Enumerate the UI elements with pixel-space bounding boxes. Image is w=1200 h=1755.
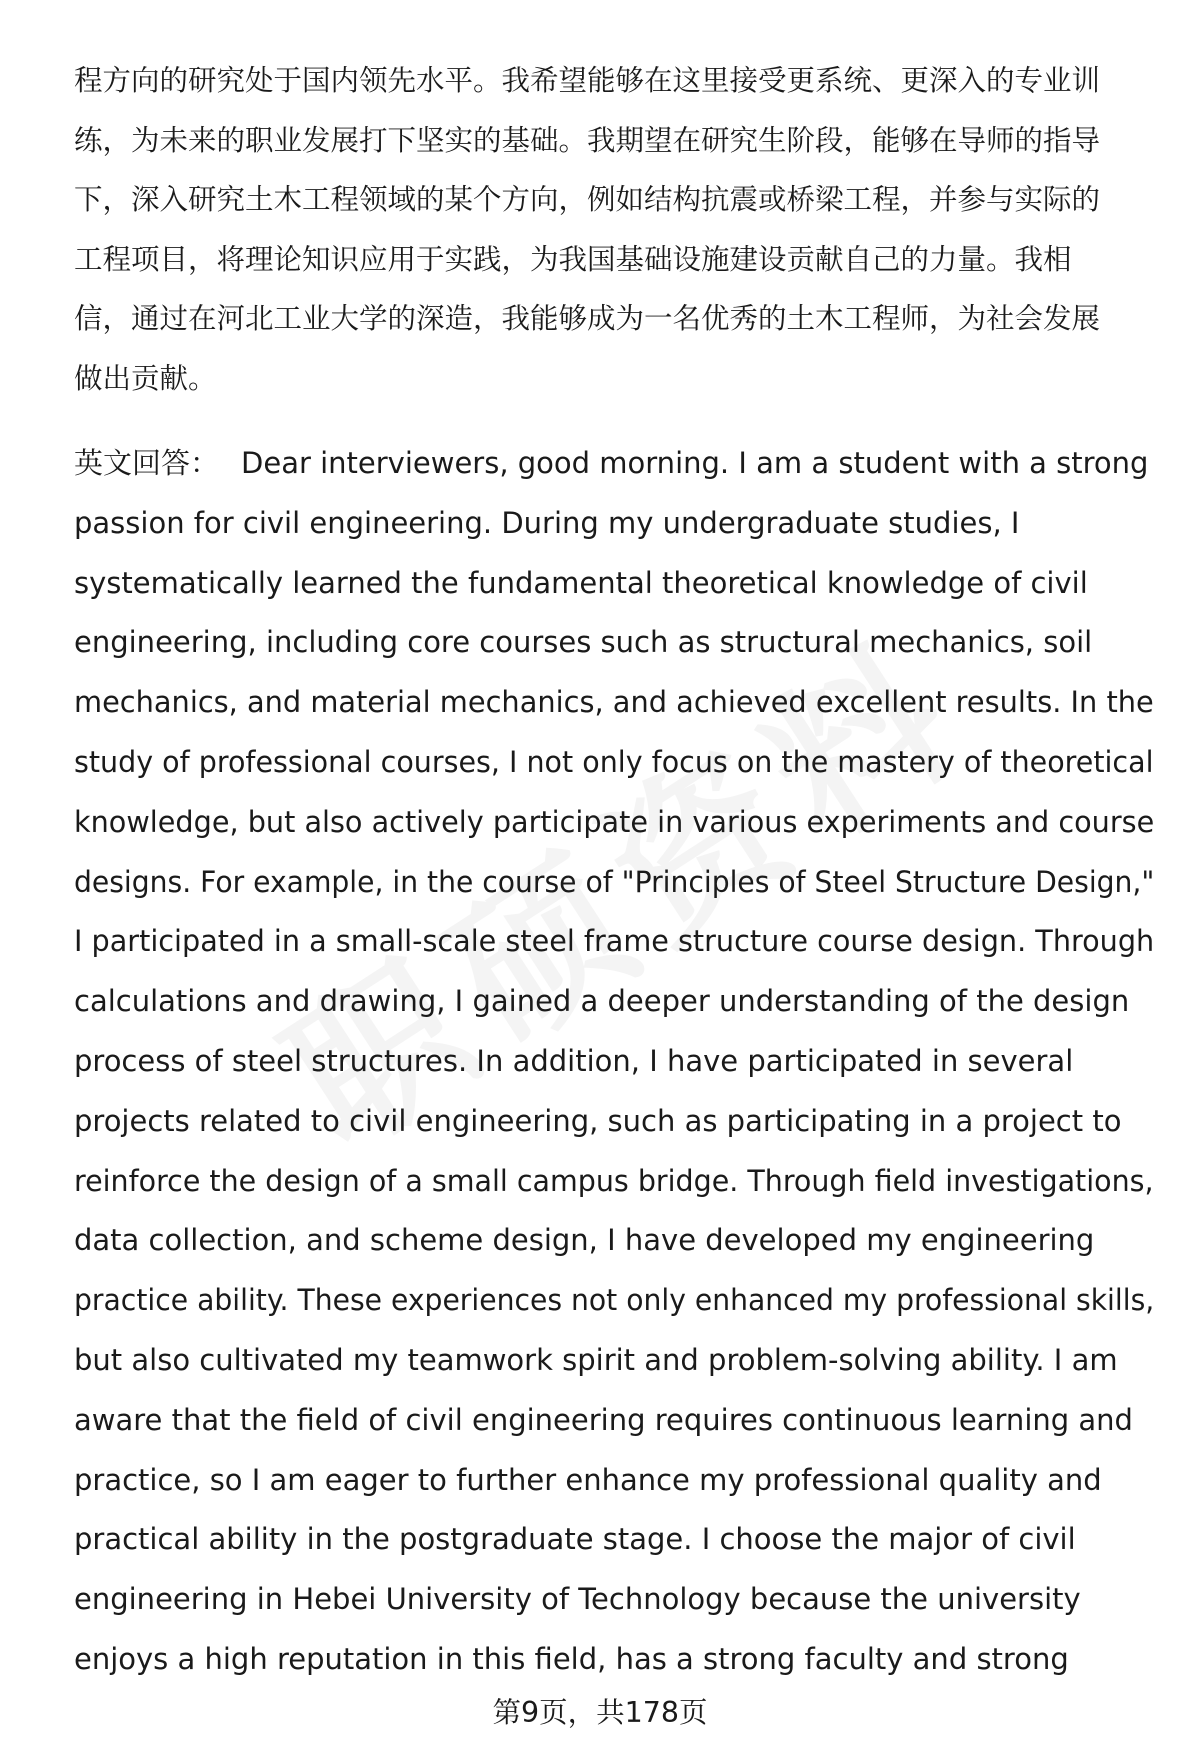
paragraph-line: study of professional courses, I not only focus on the mastery of theoretical — [74, 744, 1154, 779]
paragraph-line: engineering in Hebei University of Technology because the university — [74, 1582, 1081, 1617]
paragraph-line-text: Dear interviewers, good morning. I am a student with a strong — [241, 446, 1149, 480]
paragraph-line: enjoys a high reputation in this field, has a strong faculty and strong — [74, 1641, 1069, 1676]
page-number-footer: 第9页，共178页 — [492, 1696, 708, 1729]
paragraph-line: data collection, and scheme design, I have developed my engineering — [74, 1223, 1095, 1258]
paragraph-line: knowledge, but also actively participate in various experiments and course — [74, 804, 1155, 839]
paragraph-line: calculations and drawing, I gained a deeper understanding of the design — [74, 984, 1130, 1019]
paragraph-line: projects related to civil engineering, such as participating in a project to — [74, 1103, 1122, 1138]
paragraph-line: practical ability in the postgraduate stage. I choose the major of civil — [74, 1522, 1076, 1557]
paragraph-line: process of steel structures. In addition, I have participated in several — [74, 1043, 1074, 1078]
paragraph-line: engineering, including core courses such as structural mechanics, soil — [74, 625, 1093, 660]
chinese-paragraph — [74, 51, 1154, 409]
english-answer-label: 英文回答： — [74, 446, 220, 480]
paragraph-line: practice, so I am eager to further enhance my professional quality and — [74, 1462, 1102, 1497]
paragraph-line: aware that the field of civil engineering requires continuous learning and — [74, 1402, 1133, 1437]
paragraph-line: I participated in a small-scale steel frame structure course design. Through — [74, 924, 1155, 959]
paragraph-line: 下，深入研究土木工程领域的某个方向，例如结构抗震或桥梁工程，并参与实际的 — [74, 183, 1101, 217]
paragraph-line: practice ability. These experiences not only enhanced my professional skills, — [74, 1283, 1155, 1318]
paragraph-line: designs. For example, in the course of "Principles of Steel Structure Design," — [74, 864, 1155, 899]
paragraph-line: reinforce the design of a small campus bridge. Through field investigations, — [74, 1163, 1154, 1198]
paragraph-line: systematically learned the fundamental theoretical knowledge of civil — [74, 565, 1088, 600]
paragraph-line: but also cultivated my teamwork spirit and problem-solving ability. I am — [74, 1342, 1118, 1377]
paragraph-line: 练，为未来的职业发展打下坚实的基础。我期望在研究生阶段，能够在导师的指导 — [74, 123, 1101, 157]
paragraph-line: 程方向的研究处于国内领先水平。我希望能够在这里接受更系统、更深入的专业训 — [74, 64, 1101, 97]
paragraph-line: 工程项目，将理论知识应用于实践，为我国基础设施建设贡献自己的力量。我相 — [74, 242, 1072, 276]
paragraph-line — [74, 434, 1154, 494]
paragraph-line: mechanics, and material mechanics, and achieved excellent results. In the — [74, 685, 1154, 720]
paragraph-line: 信，通过在河北工业大学的深造，我能够成为一名优秀的土木工程师，为社会发展 — [74, 302, 1101, 336]
paragraph-line: 做出贡献。 — [74, 361, 217, 395]
paragraph-line: passion for civil engineering. During my undergraduate studies, I — [74, 505, 1020, 540]
english-answer-paragraph — [74, 434, 1154, 1690]
